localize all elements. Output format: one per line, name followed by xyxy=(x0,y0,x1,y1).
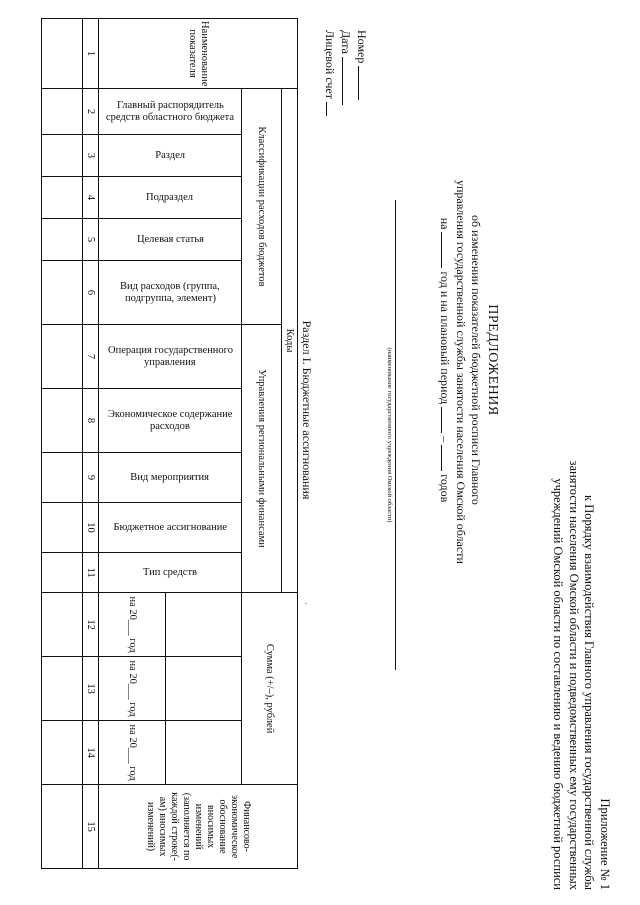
requisites-block xyxy=(322,30,370,116)
table-cell[interactable] xyxy=(42,219,83,261)
header-subsection: Подраздел xyxy=(99,177,242,219)
year-empty-cell xyxy=(166,721,242,785)
appendix-header xyxy=(550,30,612,890)
number-label: Номер xyxy=(355,30,369,64)
header-year-3: на 20___ год xyxy=(99,721,166,785)
header-regional-finance: Управления региональными финансами xyxy=(242,325,282,593)
appendix-line: занятости населения Омской области и подведомственных ему государственных xyxy=(567,460,581,890)
organization-name-line[interactable] xyxy=(395,200,396,670)
period-start-blank[interactable] xyxy=(441,407,453,433)
date-label: Дата xyxy=(339,30,353,54)
table-cell[interactable] xyxy=(42,721,83,785)
period-end-blank[interactable] xyxy=(441,445,453,471)
table-cell[interactable] xyxy=(42,503,83,553)
header-budget-classification: Классификации расходов бюджетов xyxy=(242,89,282,325)
header-sum: Сумма (+/–), рублей xyxy=(242,593,298,785)
header-budget-allocation: Бюджетное ассигнование xyxy=(99,503,242,553)
header-section: Раздел xyxy=(99,135,242,177)
table-cell[interactable] xyxy=(42,657,83,721)
header-main-manager: Главный распорядитель средств областного бюджета xyxy=(99,89,242,135)
year-empty-cell xyxy=(166,593,242,657)
date-row xyxy=(338,30,354,116)
table-cell[interactable] xyxy=(42,177,83,219)
header-target-article: Целевая статья xyxy=(99,219,242,261)
document-title: ПРЕДЛОЖЕНИЯ xyxy=(485,304,500,416)
account-field[interactable] xyxy=(326,102,338,116)
appendix-line: Приложение № 1 xyxy=(598,798,612,890)
account-label: Лицевой счет xyxy=(323,30,337,100)
account-row xyxy=(322,30,338,116)
year-blank[interactable] xyxy=(441,232,453,268)
number-field[interactable] xyxy=(358,66,370,100)
table-cell[interactable] xyxy=(42,389,83,453)
title-line-3: на год и на плановый период – годов xyxy=(438,217,452,503)
header-year-2: на 20___ год xyxy=(99,657,166,721)
title-line-2: управления государственной службы занятости населения Омской области xyxy=(454,180,468,564)
title-line-1: об изменении показателей бюджетной росписи Главного xyxy=(469,215,483,505)
table-cell[interactable] xyxy=(42,553,83,593)
table-cell[interactable] xyxy=(42,19,83,89)
page-mark: · xyxy=(301,602,310,605)
table-cell[interactable] xyxy=(42,135,83,177)
header-year-1: на 20___ год xyxy=(99,593,166,657)
appendix-line: к Порядку взаимодействия Главного управления государственной службы xyxy=(582,495,597,890)
header-justification: Финансово-экономическое обоснование вносимых изменений (заполняется по каждой строке(-ам) вносимых изменений) xyxy=(99,785,298,869)
date-field[interactable] xyxy=(342,57,354,105)
table-cell[interactable] xyxy=(42,89,83,135)
header-indicator-name: Наименование показателя xyxy=(99,19,298,89)
budget-allocations-table xyxy=(41,18,298,869)
year-empty-cell xyxy=(166,657,242,721)
header-funds-type: Тип средств xyxy=(99,553,242,593)
header-event-type: Вид мероприятия xyxy=(99,453,242,503)
table-cell[interactable] xyxy=(42,593,83,657)
table-cell[interactable] xyxy=(42,261,83,325)
table-cell[interactable] xyxy=(42,325,83,389)
header-codes: Коды xyxy=(282,89,298,593)
column-numbers-row: 1 2 3 4 5 6 7 8 9 10 11 12 13 14 15 xyxy=(83,19,99,869)
header-expense-type: Вид расходов (группа, подгруппа, элемент) xyxy=(99,261,242,325)
section-title: Раздел I. Бюджетные ассигнования xyxy=(300,320,314,500)
organization-caption: (наименование государственного учреждения Омской области) xyxy=(386,347,393,523)
document-title-block xyxy=(437,180,500,564)
table-cell[interactable] xyxy=(42,453,83,503)
number-row xyxy=(354,30,370,116)
table-cell[interactable] xyxy=(42,785,83,869)
table-row xyxy=(42,19,83,869)
header-economic-content: Экономическое содержание расходов xyxy=(99,389,242,453)
header-state-operation: Операция государственного управления xyxy=(99,325,242,389)
appendix-line: учреждений Омской области по составлению и ведению бюджетной росписи xyxy=(551,478,566,890)
